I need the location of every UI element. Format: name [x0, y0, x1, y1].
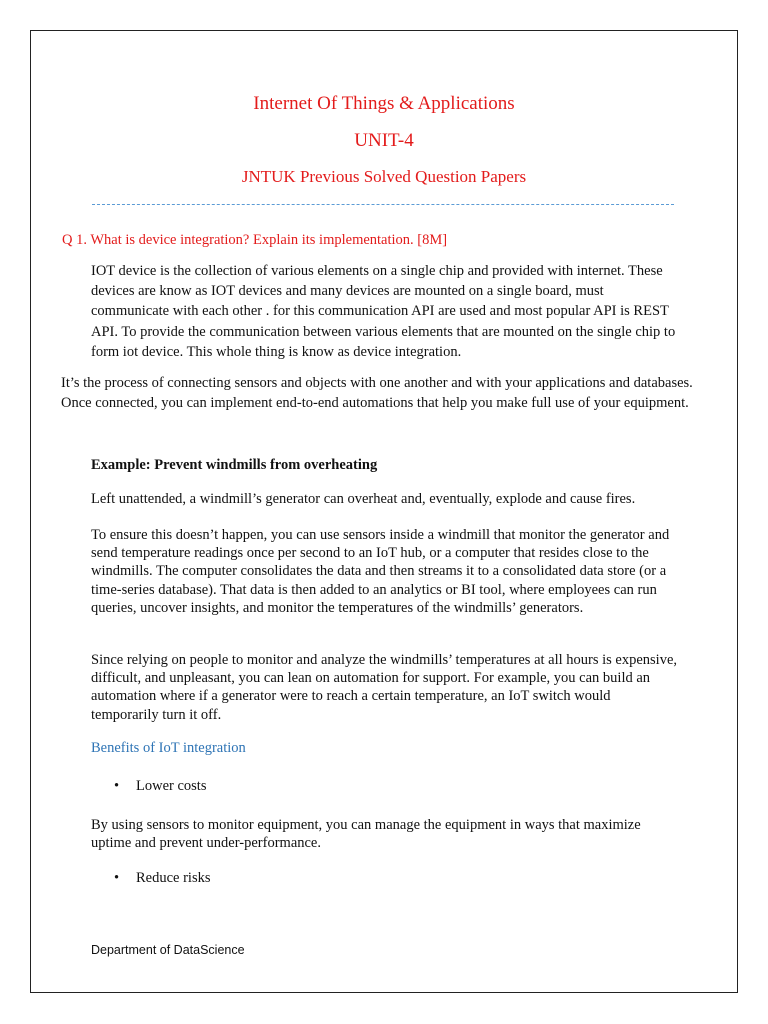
page-footer: Department of DataScience — [91, 943, 245, 957]
question-heading: Q 1. What is device integration? Explain its implementation. [8M] — [62, 232, 448, 248]
document-title: Internet Of Things & Applications — [253, 93, 515, 114]
bullet-icon: • — [114, 778, 120, 794]
list-item — [114, 870, 211, 887]
dashed-divider — [92, 204, 674, 205]
example-heading: Example: Prevent windmills from overheating — [91, 457, 378, 473]
answer-paragraph-1: IOT device is the collection of various elements on a single chip and provided with internet. These devices are know as IOT devices and many devices are mounted on a single board, must communicate with each other . for this communication API are used and most popular API is REST API. To provide the communication between various elements that are mounted on the single chip to form iot device. This whole thing is know as device integration. — [91, 263, 676, 360]
unit-label: UNIT-4 — [354, 130, 414, 151]
benefits-heading: Benefits of IoT integration — [91, 740, 246, 756]
answer-paragraph-3: Left unattended, a windmill’s generator can overheat and, eventually, explode and cause fires. — [91, 491, 636, 507]
answer-paragraph-2: It’s the process of connecting sensors and objects with one another and with your applications and databases. Once connected, you can implement end-to-end automations that help you make full use of your equipment. — [61, 375, 693, 412]
list-item-label: Lower costs — [136, 778, 207, 794]
answer-paragraph-4: To ensure this doesn’t happen, you can use sensors inside a windmill that monitor the generator and send temperature readings once per second to an IoT hub, or a computer that resides close to the windmills. The computer consolidates the data and then streams it to a consolidated data store (or a time-series database). That data is then added to an analytics or BI tool, where employees can run queries, uncover insights, and monitor the temperatures of the windmills’ generators. — [91, 527, 670, 616]
list-item-label: Reduce risks — [136, 870, 211, 886]
bullet-icon: • — [114, 870, 120, 886]
list-item — [114, 778, 206, 795]
answer-paragraph-6: By using sensors to monitor equipment, you can manage the equipment in ways that maximize uptime and prevent under-performance. — [91, 817, 641, 852]
answer-paragraph-5: Since relying on people to monitor and analyze the windmills’ temperatures at all hours is expensive, difficult, and unpleasant, you can lean on automation for support. For example, you can build an automation where if a generator were to reach a certain temperature, an IoT switch would temporarily turn it off. — [91, 652, 678, 723]
document-subtitle: JNTUK Previous Solved Question Papers — [241, 167, 527, 186]
